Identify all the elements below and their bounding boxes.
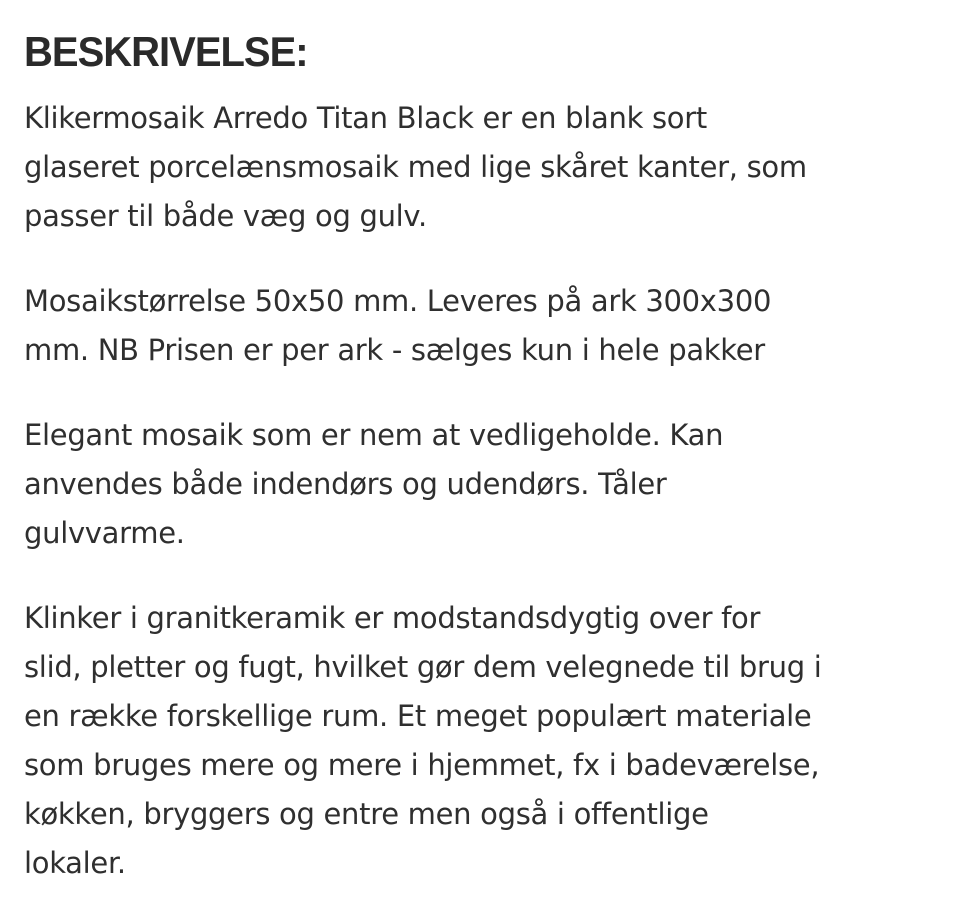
text-line: glaseret porcelænsmosaik med lige skåret kanter, som xyxy=(24,150,807,184)
paragraph-usage-info xyxy=(24,411,944,558)
paragraph-size-info xyxy=(24,277,944,375)
text-line: passer til både væg og gulv. xyxy=(24,199,427,233)
section-heading: BESKRIVELSE: xyxy=(24,29,308,76)
text-line: lokaler. xyxy=(24,846,126,880)
text-line: gulvvarme. xyxy=(24,516,185,550)
text-line: slid, pletter og fugt, hvilket gør dem velegnede til brug i xyxy=(24,650,822,684)
paragraph-product-intro xyxy=(24,94,944,241)
text-line: Klinker i granitkeramik er modstandsdygtig over for xyxy=(24,601,761,635)
text-line: Klikermosaik Arredo Titan Black er en blank sort xyxy=(24,101,707,135)
text-line: Mosaikstørrelse 50x50 mm. Leveres på ark 300x300 xyxy=(24,284,772,318)
text-line: mm. NB Prisen er per ark - sælges kun i hele pakker xyxy=(24,333,765,367)
text-line: en række forskellige rum. Et meget populært materiale xyxy=(24,699,812,733)
paragraph-material-info xyxy=(24,594,944,888)
text-line: Elegant mosaik som er nem at vedligeholde. Kan xyxy=(24,418,724,452)
description-section xyxy=(24,22,944,924)
text-line: som bruges mere og mere i hjemmet, fx i badeværelse, xyxy=(24,748,820,782)
text-line: køkken, bryggers og entre men også i offentlige xyxy=(24,797,709,831)
text-line: anvendes både indendørs og udendørs. Tåler xyxy=(24,467,667,501)
